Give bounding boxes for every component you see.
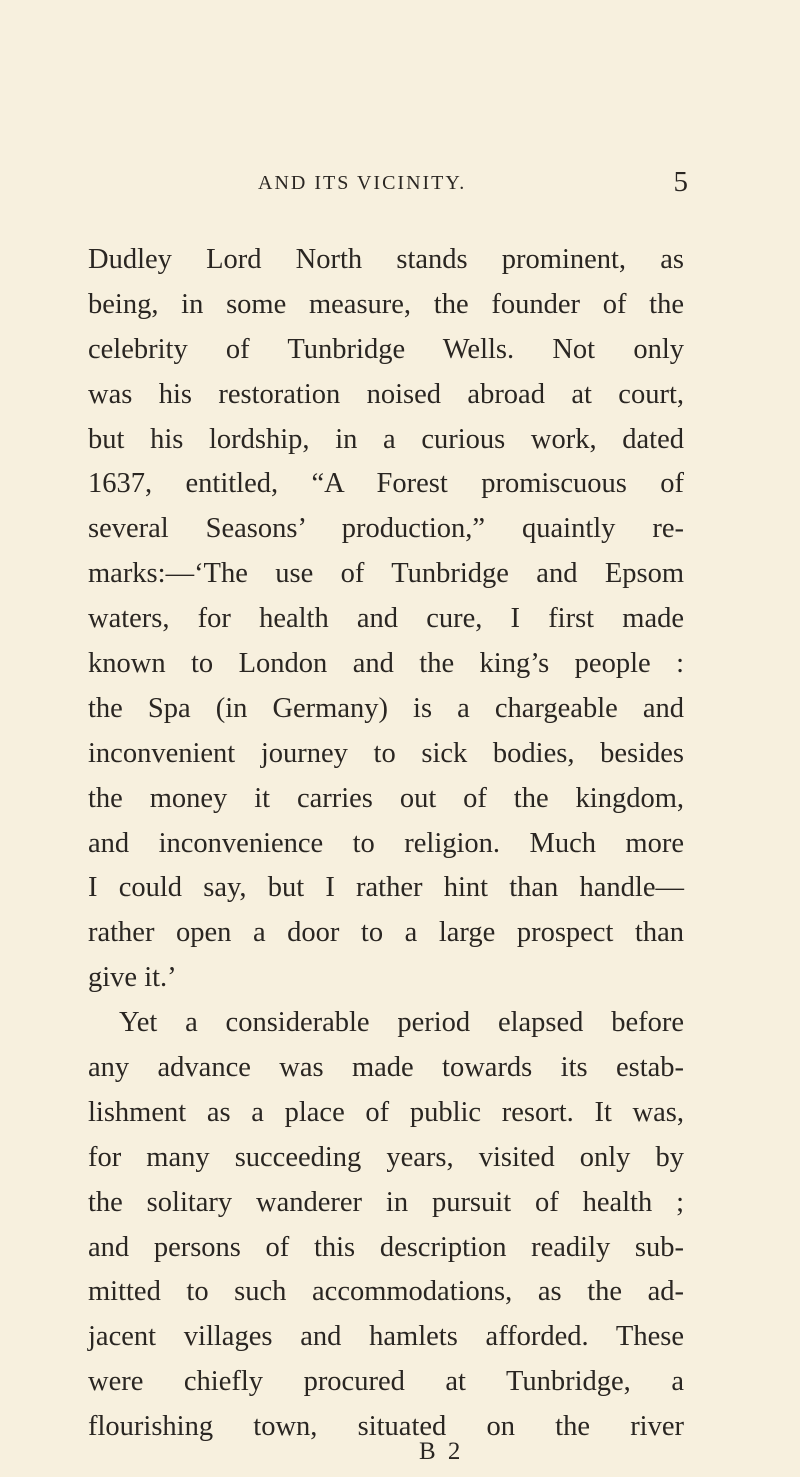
text-line: flourishing town, situated on the river	[88, 1411, 684, 1443]
running-head	[88, 168, 688, 198]
text-line: for many succeeding years, visited only by	[88, 1141, 684, 1173]
text-line: known to London and the king’s people :	[88, 648, 684, 680]
paragraph-start-line: Yet a considerable period elapsed before	[119, 1007, 684, 1039]
text-line: rather open a door to a large prospect than	[88, 917, 684, 949]
text-line: marks:—‘The use of Tunbridge and Epsom	[88, 558, 684, 590]
text-line: and inconvenience to religion. Much more	[88, 827, 684, 859]
text-line: being, in some measure, the founder of the	[88, 288, 684, 320]
text-line: inconvenient journey to sick bodies, besides	[88, 737, 684, 769]
text-line: any advance was made towards its estab-	[88, 1052, 684, 1084]
text-line: I could say, but I rather hint than handle—	[88, 872, 684, 904]
text-line: was his restoration noised abroad at court,	[88, 378, 684, 410]
body-text	[88, 238, 684, 1450]
text-line: and persons of this description readily sub-	[88, 1231, 684, 1263]
text-line: the money it carries out of the kingdom,	[88, 782, 684, 814]
text-line: celebrity of Tunbridge Wells. Not only	[88, 333, 684, 365]
text-line: but his lordship, in a curious work, dated	[88, 423, 684, 455]
text-line: 1637, entitled, “A Forest promiscuous of	[88, 468, 684, 500]
text-line: several Seasons’ production,” quaintly re-	[88, 513, 684, 545]
page-number: 5	[673, 166, 688, 198]
text-line: waters, for health and cure, I first made	[88, 603, 684, 635]
text-line: lishment as a place of public resort. It was,	[88, 1096, 684, 1128]
text-line: the Spa (in Germany) is a chargeable and	[88, 692, 684, 724]
text-line: the solitary wanderer in pursuit of health ;	[88, 1186, 684, 1218]
text-line: Dudley Lord North stands prominent, as	[88, 244, 684, 275]
text-line: jacent villages and hamlets afforded. These	[88, 1321, 684, 1353]
text-line: were chiefly procured at Tunbridge, a	[88, 1366, 684, 1398]
signature-mark: B 2	[419, 1438, 464, 1465]
paragraph-end-line: give it.’	[88, 962, 177, 994]
text-line: mitted to such accommodations, as the ad-	[88, 1276, 684, 1308]
running-head-title: AND ITS VICINITY.	[258, 172, 467, 194]
